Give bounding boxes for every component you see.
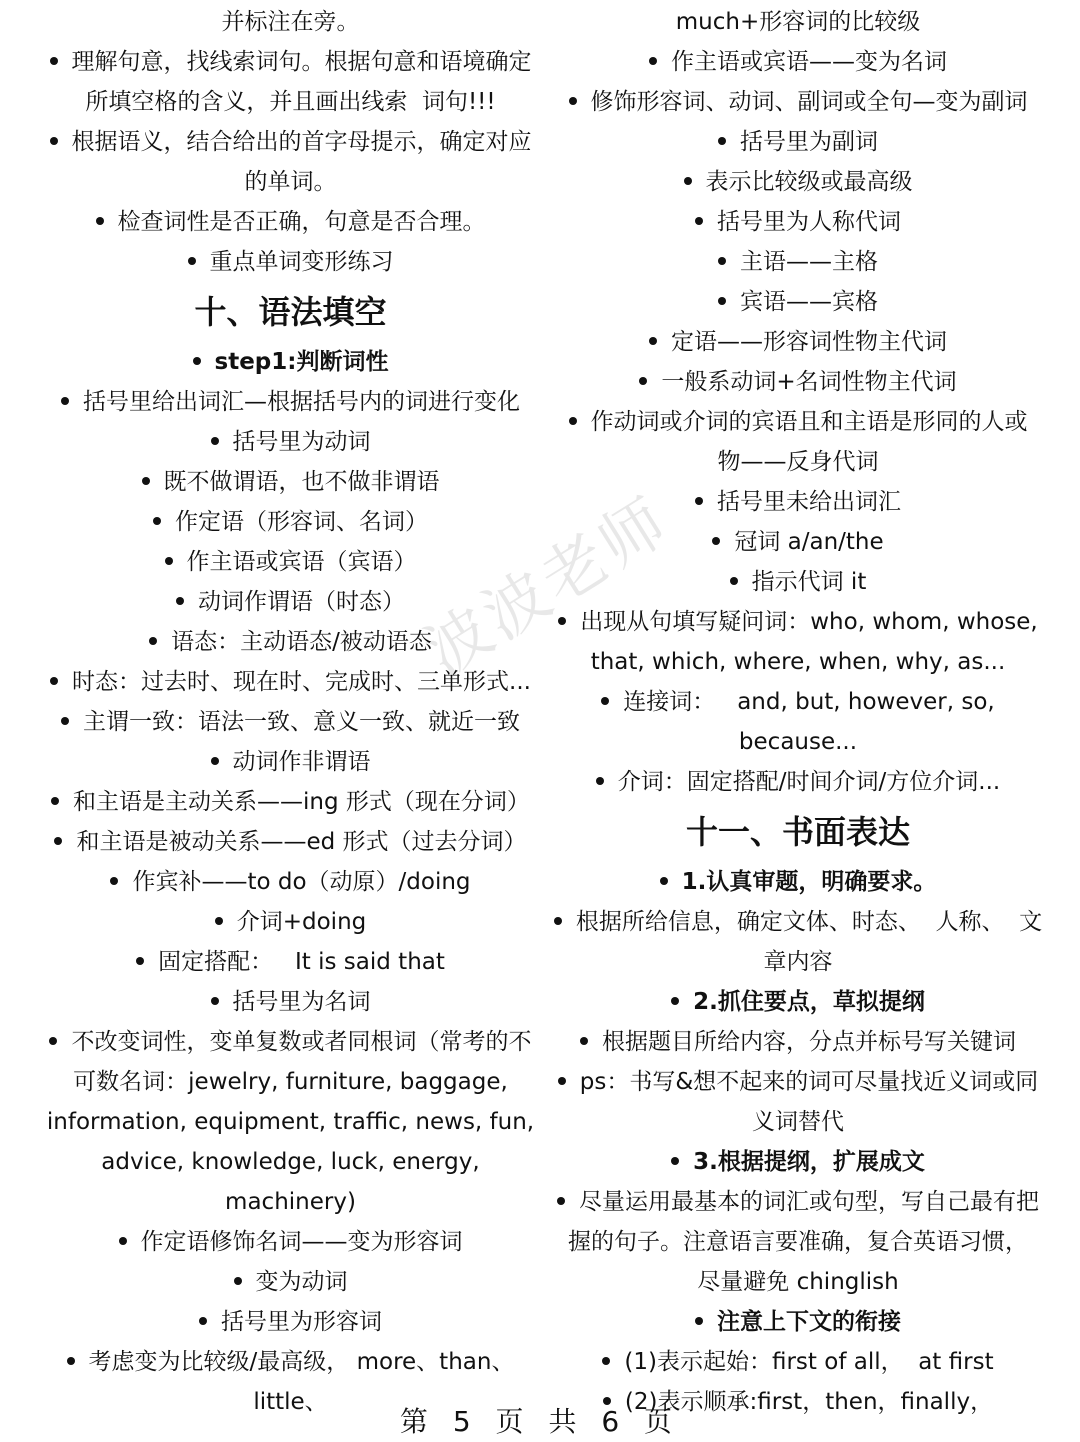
list-item-text: 修饰形容词、动词、副词或全句—变为副词 [590,89,1028,115]
bullet-icon [569,417,577,425]
bullet-icon [67,1357,75,1365]
bullet-icon [136,957,144,965]
bullet-icon [712,537,720,545]
list-item-text: 3.根据提纲，扩展成文 [693,1149,925,1175]
list-item-text: 时态：过去时、现在时、完成时、三单形式... [72,669,531,695]
bullet-icon [211,997,219,1005]
list-item-text: 动词作非谓语 [232,749,371,775]
list-item-text: ps：书写&想不起来的词可尽量找近义词或同 义词替代 [579,1069,1039,1135]
list-item-text: 注意上下文的衔接 [717,1309,901,1335]
list-item-text: 动词作谓语（时态） [198,589,405,615]
list-item [558,602,1037,682]
list-item-text: 宾语——宾格 [740,289,878,315]
bullet-icon [96,217,104,225]
bullet-icon [211,437,219,445]
bullet-icon [49,1037,57,1045]
bullet-icon [110,877,118,885]
list-item-text: 根据所给信息，确定文体、时态、 人称、 文 章内容 [575,909,1043,975]
bullet-icon [730,577,738,585]
bullet-icon [671,1157,679,1165]
bullet-icon [176,597,184,605]
list-item [712,522,883,562]
list-item-text: 和主语是被动关系——ed 形式（过去分词） [76,829,527,855]
list-item-text: 并标注在旁。 [221,9,360,35]
list-item [50,662,531,702]
list-item-text: 括号里为副词 [740,129,878,155]
list-item [211,742,371,782]
list-item [211,422,371,462]
bullet-icon [649,57,657,65]
list-item [558,1062,1039,1142]
continuation-text [676,2,920,42]
bullet-icon [188,257,196,265]
list-item [199,1302,382,1342]
list-item [695,482,901,522]
bullet-icon [671,997,679,1005]
list-item [142,462,440,502]
continuation-text [222,2,360,42]
bullet-icon [684,177,692,185]
bullet-icon [211,757,219,765]
bullet-icon [695,497,703,505]
list-item-text: 作定语（形容词、名词） [175,509,428,535]
bullet-icon [601,697,609,705]
list-item-text: 括号里为人称代词 [717,209,901,235]
list-item-text: 指示代词 it [751,569,867,595]
list-item [54,822,526,862]
bullet-icon [153,517,161,525]
list-item [119,1222,463,1262]
right-column [548,2,1048,1422]
list-item [580,1022,1016,1062]
list-item-text: 作宾补——to do（动原）/doing [132,869,471,895]
bullet-icon [165,557,173,565]
list-item [211,982,371,1022]
bullet-icon [215,917,223,925]
bullet-icon [50,137,58,145]
section-heading: 十一、书面表达 [685,813,910,851]
list-item [47,1022,534,1222]
list-item [61,702,520,742]
bullet-icon [580,1037,588,1045]
list-item-text: 作定语修饰名词——变为形容词 [140,1229,463,1255]
list-item-text: 作动词或介词的宾语且和主语是形同的人或 物——反身代词 [590,409,1028,475]
list-item-text: (2)表示顺承:first，then，finally， [624,1389,994,1415]
list-item-text: 作主语或宾语（宾语） [186,549,417,575]
list-item-text: 主语——主格 [740,249,878,275]
list-item-text: 括号里为形容词 [221,1309,382,1335]
list-item [165,542,417,582]
list-item-text: 作主语或宾语——变为名词 [671,49,947,75]
list-item-text: 和主语是主动关系——ing 形式（现在分词） [73,789,530,815]
bullet-icon [193,357,201,365]
bullet-icon [660,877,668,885]
list-item [149,622,432,662]
list-item-text: 理解句意，找线索词句。根据句意和语境确定 所填空格的含义，并且画出线索 词句!!! [71,49,532,115]
list-item [234,1262,348,1302]
list-item-text: (1)表示起始：first of all， at first [624,1349,994,1375]
list-item-text: 括号里为名词 [232,989,371,1015]
list-item-text: 不改变词性，变单复数或者同根词（常考的不 可数名词：jewelry, furniture, baggage, information, equipment, traffic, news, fun, advice, knowledge, luck, energy, machinery) [46,1029,535,1215]
list-item-text: 主谓一致：语法一致、意义一致、就近一致 [83,709,520,735]
list-item [153,502,428,542]
bullet-icon [54,837,62,845]
list-item [649,42,947,82]
list-item [110,862,470,902]
list-item [684,162,913,202]
bullet-icon [50,677,58,685]
list-item-text: 一般系动词+名词性物主代词 [661,369,957,395]
bullet-icon [558,1077,566,1085]
bullet-icon [61,717,69,725]
list-item-text: 语态：主动语态/被动语态 [171,629,432,655]
list-item-text: 考虑变为比较级/最高级， more、than、little、 [88,1349,515,1415]
list-item [557,1182,1039,1302]
list-item-text: 表示比较级或最高级 [705,169,913,195]
list-item [718,122,878,162]
bullet-icon [50,57,58,65]
watermark: 波波老师 [412,483,683,691]
list-item-text: 括号里未给出词汇 [717,489,901,515]
list-item [50,42,532,122]
bullet-icon [558,617,566,625]
list-item-text: 定语——形容词性物主代词 [671,329,947,355]
list-item [96,202,486,242]
bullet-icon [554,917,562,925]
list-item [136,942,445,982]
bullet-icon [649,337,657,345]
list-item [548,682,1048,762]
bullet-icon [234,1277,242,1285]
list-item-text: 介词：固定搭配/时间介词/方位介词... [617,769,1001,795]
page-footer: 第 5 页 共 6 页 [399,1405,681,1438]
list-item [176,582,405,622]
list-item-text: step1:判断词性 [214,349,389,375]
list-item [718,242,878,282]
list-item [215,902,367,942]
list-item-text: 根据语义，结合给出的首字母提示，确定对应 的单词。 [71,129,532,195]
bullet-icon [569,97,577,105]
bullet-icon [61,397,69,405]
bullet-icon [602,1357,610,1365]
list-item-text: 2.抓住要点，草拟提纲 [693,989,925,1015]
list-item-text: 连接词： and, but, however, so, because... [623,689,1003,755]
bullet-icon [639,377,647,385]
bullet-icon [199,1317,207,1325]
list-item-text: much+形容词的比较级 [675,9,921,35]
list-item [596,762,1000,802]
list-item [602,1342,993,1382]
bullet-icon [718,257,726,265]
bullet-icon [51,797,59,805]
list-item-text: 重点单词变形练习 [209,249,394,275]
bullet-icon [119,1237,127,1245]
list-item-text: 根据题目所给内容，分点并标号写关键词 [602,1029,1016,1055]
list-item-text: 1.认真审题，明确要求。 [681,869,937,895]
bullet-icon [718,297,726,305]
list-item [50,122,532,202]
list-item [554,902,1042,982]
list-item [193,342,389,382]
list-item [718,282,878,322]
section-heading: 十、语法填空 [194,293,387,331]
list-item [639,362,956,402]
list-item-text: 既不做谓语，也不做非谓语 [163,469,440,495]
list-item [671,1142,925,1182]
list-item [660,862,937,902]
bullet-icon [557,1197,565,1205]
list-item [61,382,520,422]
list-item-text: 固定搭配： It is said that [158,949,445,975]
list-item [569,402,1028,482]
list-item [695,202,901,242]
list-item-text: 出现从句填写疑问词：who, whom, whose, that, which, where, when, why, as... [580,609,1038,675]
list-item-text: 括号里为动词 [232,429,371,455]
list-item [188,242,394,282]
list-item-text: 变为动词 [255,1269,348,1295]
list-item-text: 括号里给出词汇—根据括号内的词进行变化 [83,389,520,415]
bullet-icon [695,217,703,225]
bullet-icon [149,637,157,645]
left-column [38,2,543,1422]
list-item [695,1302,901,1342]
list-item [649,322,947,362]
list-item-text: 检查词性是否正确，句意是否合理。 [117,209,486,235]
list-item [569,82,1028,122]
list-item-text: 冠词 a/an/the [734,529,884,555]
list-item-text: 尽量运用最基本的词汇或句型，写自己最有把 握的句子。注意语言要准确，复合英语习惯， 尽量避免 chinglish [568,1189,1039,1295]
list-item [51,782,530,822]
bullet-icon [695,1317,703,1325]
list-item [730,562,867,602]
list-item [671,982,925,1022]
bullet-icon [718,137,726,145]
list-item-text: 介词+doing [236,909,367,935]
bullet-icon [142,477,150,485]
bullet-icon [596,777,604,785]
